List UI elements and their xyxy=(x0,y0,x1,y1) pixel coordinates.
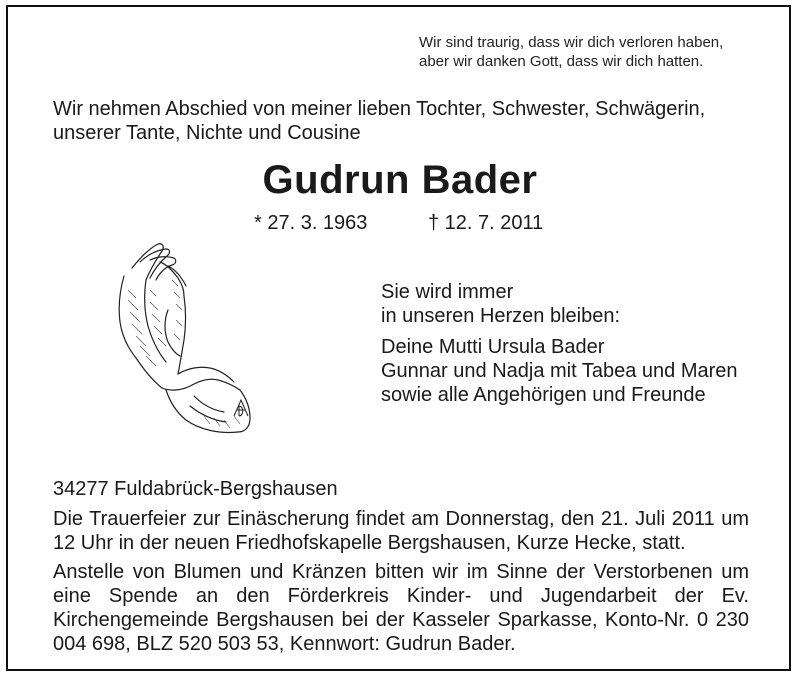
praying-hands-icon xyxy=(110,240,270,440)
donation-paragraph: Anstelle von Blumen und Kränzen bitten wir im Sinne der Verstorbenen um eine Spende an den Förderkreis Kinder- und Jugendarbeit der Ev. Kirchengemeinde Bergshausen bei der Kasseler Sparkasse, Konto-Nr. 0 230 004 698, BLZ 520 503 53, Kennwort: Gudrun Bader. xyxy=(53,561,749,655)
monogram-icon xyxy=(234,400,248,416)
quote-line-2: aber wir danken Gott, dass wir dich hatten. xyxy=(419,53,704,70)
notice-details xyxy=(53,477,749,656)
farewell-intro xyxy=(53,97,749,145)
death-date: † 12. 7. 2011 xyxy=(428,212,544,234)
quote-line-1: Wir sind traurig, dass wir dich verloren haben, xyxy=(419,34,724,51)
deceased-name: Gudrun Bader xyxy=(262,158,538,202)
mourners-block xyxy=(381,280,738,407)
address-line: 34277 Fuldabrück-Bergshausen xyxy=(53,478,338,500)
mourners-line-4: Gunnar und Nadja mit Tabea und Maren xyxy=(381,360,738,382)
memorial-quote xyxy=(419,33,723,71)
intro-line-2: unserer Tante, Nichte und Cousine xyxy=(53,122,361,144)
intro-line-1: Wir nehmen Abschied von meiner lieben Tochter, Schwester, Schwägerin, xyxy=(53,98,706,120)
mourners-line-2: in unseren Herzen bleiben: xyxy=(381,305,621,327)
mourners-line-5: sowie alle Angehörigen und Freunde xyxy=(381,384,706,406)
mourners-line-1: Sie wird immer xyxy=(381,281,514,303)
mourners-line-3: Deine Mutti Ursula Bader xyxy=(381,336,605,358)
ceremony-paragraph: Die Trauerfeier zur Einäscherung findet am Donnerstag, den 21. Juli 2011 um 12 Uhr in der neuen Friedhofskapelle Bergshausen, Kurze Hecke, statt. xyxy=(53,508,749,554)
birth-date: * 27. 3. 1963 xyxy=(254,212,368,234)
